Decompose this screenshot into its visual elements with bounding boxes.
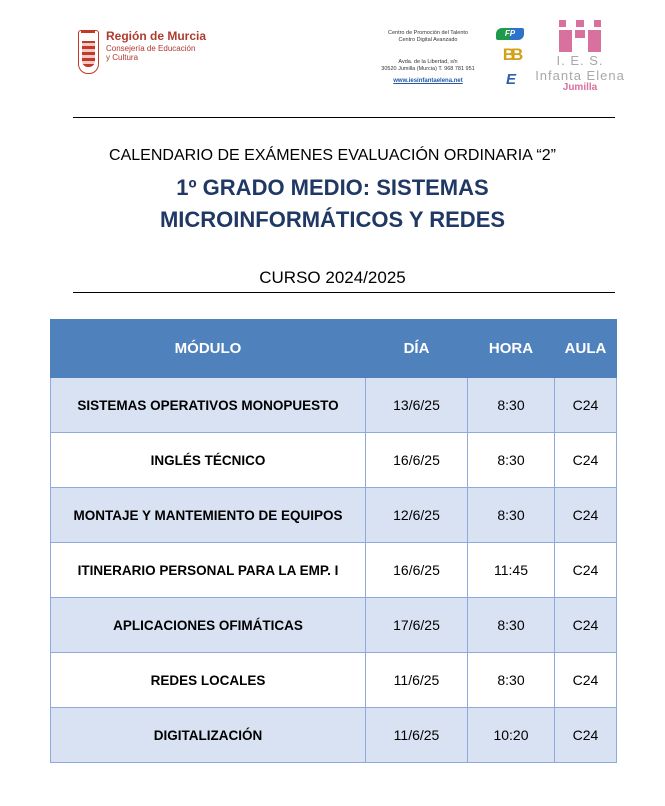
region-murcia-logo	[78, 30, 206, 74]
table-row	[51, 378, 617, 433]
bottom-divider	[73, 292, 615, 293]
cell-modulo: APLICACIONES OFIMÁTICAS	[51, 598, 366, 653]
calendar-heading: CALENDARIO DE EXÁMENES EVALUACIÓN ORDINARIA “2”	[109, 147, 556, 164]
cell-aula: C24	[555, 708, 617, 763]
col-header-hora: HORA	[468, 320, 555, 378]
cell-dia: 13/6/25	[366, 378, 468, 433]
col-header-dia: DÍA	[366, 320, 468, 378]
top-divider	[73, 117, 615, 118]
school-name: Infanta Elena	[535, 68, 625, 83]
centro-info	[372, 30, 484, 85]
cell-modulo: REDES LOCALES	[51, 653, 366, 708]
table-row	[51, 653, 617, 708]
col-header-modulo: MÓDULO	[51, 320, 366, 378]
course-title	[0, 172, 665, 236]
address-line-2: 30520 Jumilla (Murcia) T. 968 781 951	[381, 66, 475, 73]
erasmus-logo-icon: E	[505, 71, 516, 88]
cell-dia: 11/6/25	[366, 653, 468, 708]
cell-hora: 8:30	[468, 653, 555, 708]
cell-hora: 8:30	[468, 598, 555, 653]
table-row	[51, 433, 617, 488]
ies-label: I. E. S.	[556, 53, 604, 68]
fp-logo-icon: FP	[496, 28, 524, 40]
cell-hora: 10:20	[468, 708, 555, 763]
school-city: Jumilla	[562, 82, 598, 93]
cell-hora: 8:30	[468, 488, 555, 543]
bilingual-logo-icon: BB	[502, 45, 520, 64]
cell-dia: 17/6/25	[366, 598, 468, 653]
cell-hora: 8:30	[468, 433, 555, 488]
table-row	[51, 543, 617, 598]
col-header-aula: AULA	[555, 320, 617, 378]
table-row	[51, 708, 617, 763]
table-row	[51, 488, 617, 543]
cell-aula: C24	[555, 598, 617, 653]
cell-aula: C24	[555, 488, 617, 543]
cell-modulo: INGLÉS TÉCNICO	[51, 433, 366, 488]
course-title-line-1: 1º GRADO MEDIO: SISTEMAS	[176, 175, 489, 200]
region-title: Región de Murcia	[106, 29, 207, 43]
cell-modulo: ITINERARIO PERSONAL PARA LA EMP. I	[51, 543, 366, 598]
cell-dia: 16/6/25	[366, 433, 468, 488]
region-sub-1: Consejería de Educación	[106, 43, 196, 53]
table-row	[51, 598, 617, 653]
program-logos	[494, 26, 530, 94]
cell-hora: 8:30	[468, 378, 555, 433]
course-title-line-2: MICROINFORMÁTICOS Y REDES	[159, 206, 506, 232]
academic-year: CURSO 2024/2025	[259, 268, 406, 287]
website-link[interactable]: www.iesinfantaelena.net	[393, 77, 463, 84]
cell-hora: 11:45	[468, 543, 555, 598]
cell-dia: 11/6/25	[366, 708, 468, 763]
cell-aula: C24	[555, 378, 617, 433]
castle-icon	[559, 20, 601, 52]
cell-modulo: MONTAJE Y MANTEMIENTO DE EQUIPOS	[51, 488, 366, 543]
cell-dia: 12/6/25	[366, 488, 468, 543]
region-sub-2: y Cultura	[106, 52, 139, 62]
cell-aula: C24	[555, 433, 617, 488]
murcia-crest-icon	[78, 30, 99, 74]
cell-modulo: DIGITALIZACIÓN	[51, 708, 366, 763]
letterhead	[0, 0, 665, 110]
cell-modulo: SISTEMAS OPERATIVOS MONOPUESTO	[51, 378, 366, 433]
cell-dia: 16/6/25	[366, 543, 468, 598]
cell-aula: C24	[555, 543, 617, 598]
address-line-1: Avda. de la Libertad, s/n	[398, 58, 458, 65]
cell-aula: C24	[555, 653, 617, 708]
table-header-row	[51, 320, 617, 378]
exam-schedule-table	[50, 319, 617, 763]
centro-line-2: Centro Digital Avanzado	[398, 37, 458, 44]
centro-line-1: Centro de Promoción del Talento	[387, 30, 468, 36]
ies-infanta-elena-logo	[530, 20, 630, 94]
